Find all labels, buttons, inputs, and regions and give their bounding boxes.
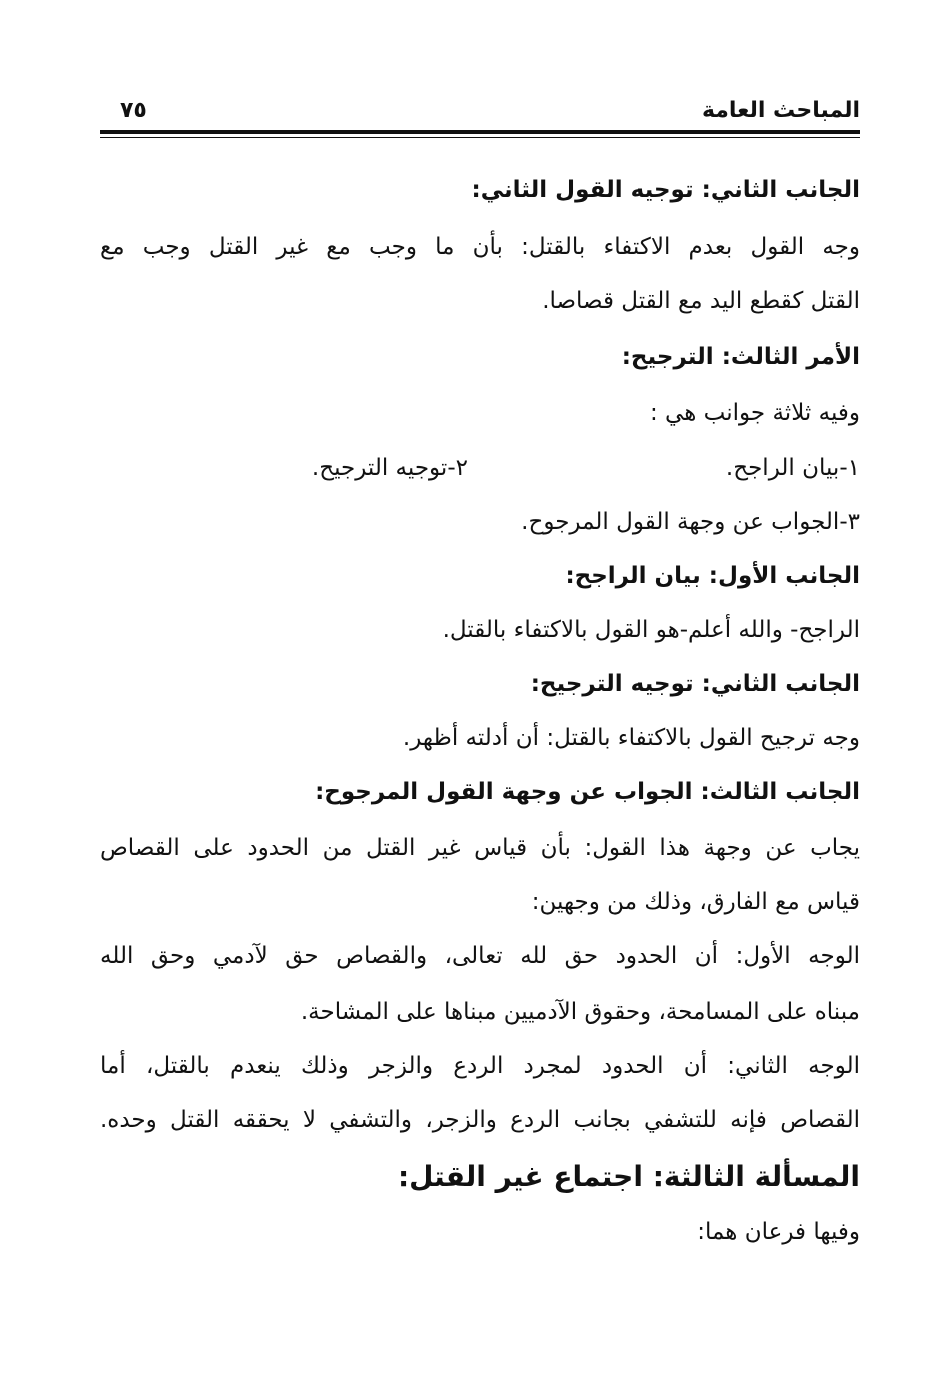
paragraph-line: قياس مع الفارق، وذلك من وجهين: (531, 889, 860, 915)
paragraph-line: وجه ترجيح القول بالاكتفاء بالقتل: أن أدلته أظهر. (402, 725, 860, 751)
section-heading-third-matter: الأمر الثالث: الترجيح: (621, 344, 860, 370)
list-item: ٢-توجيه الترجيح. (311, 455, 468, 481)
list-item: ٣-الجواب عن وجهة القول المرجوح. (521, 509, 860, 535)
section-heading-second-aspect: الجانب الثاني: توجيه الترجيح: (530, 671, 860, 697)
paragraph-line: الوجه الثاني: أن الحدود لمجرد الردع والزجر وذلك ينعدم بالقتل، أما (100, 1053, 860, 1079)
section-heading-third-aspect: الجانب الثالث: الجواب عن وجهة القول المرجوح: (315, 779, 860, 805)
page-number: ٧٥ (120, 98, 147, 123)
header-rule-thin (100, 137, 860, 138)
paragraph-line: مبناه على المسامحة، وحقوق الآدميين مبناها على المشاحة. (300, 999, 860, 1025)
paragraph-line: يجاب عن وجهة هذا القول: بأن قياس غير القتل من الحدود على القصاص (100, 835, 860, 861)
paragraph-line: وفيه ثلاثة جوانب هي : (650, 400, 860, 426)
running-head (100, 96, 860, 126)
list-item: ١-بيان الراجح. (725, 455, 860, 481)
paragraph-line: القصاص فإنه للتشفي بجانب الردع والزجر، والتشفي لا يحققه القتل وحده. (100, 1107, 860, 1133)
header-rule-thick (100, 130, 860, 134)
paragraph-line: الراجح- والله أعلم-هو القول بالاكتفاء بالقتل. (442, 617, 860, 643)
paragraph-line: وفيها فرعان هما: (697, 1219, 860, 1245)
paragraph-line: الوجه الأول: أن الحدود حق لله تعالى، والقصاص حق لآدمي وحق الله (100, 943, 860, 969)
running-title: المباحث العامة (701, 98, 860, 123)
section-heading-second-aspect: الجانب الثاني: توجيه القول الثاني: (471, 177, 860, 203)
section-heading-first-aspect: الجانب الأول: بيان الراجح: (565, 563, 860, 589)
paragraph-line: القتل كقطع اليد مع القتل قصاصا. (542, 288, 860, 314)
section-heading-third-issue: المسألة الثالثة: اجتماع غير القتل: (397, 1160, 860, 1193)
paragraph-line: وجه القول بعدم الاكتفاء بالقتل: بأن ما وجب مع غير القتل وجب مع (100, 234, 860, 260)
